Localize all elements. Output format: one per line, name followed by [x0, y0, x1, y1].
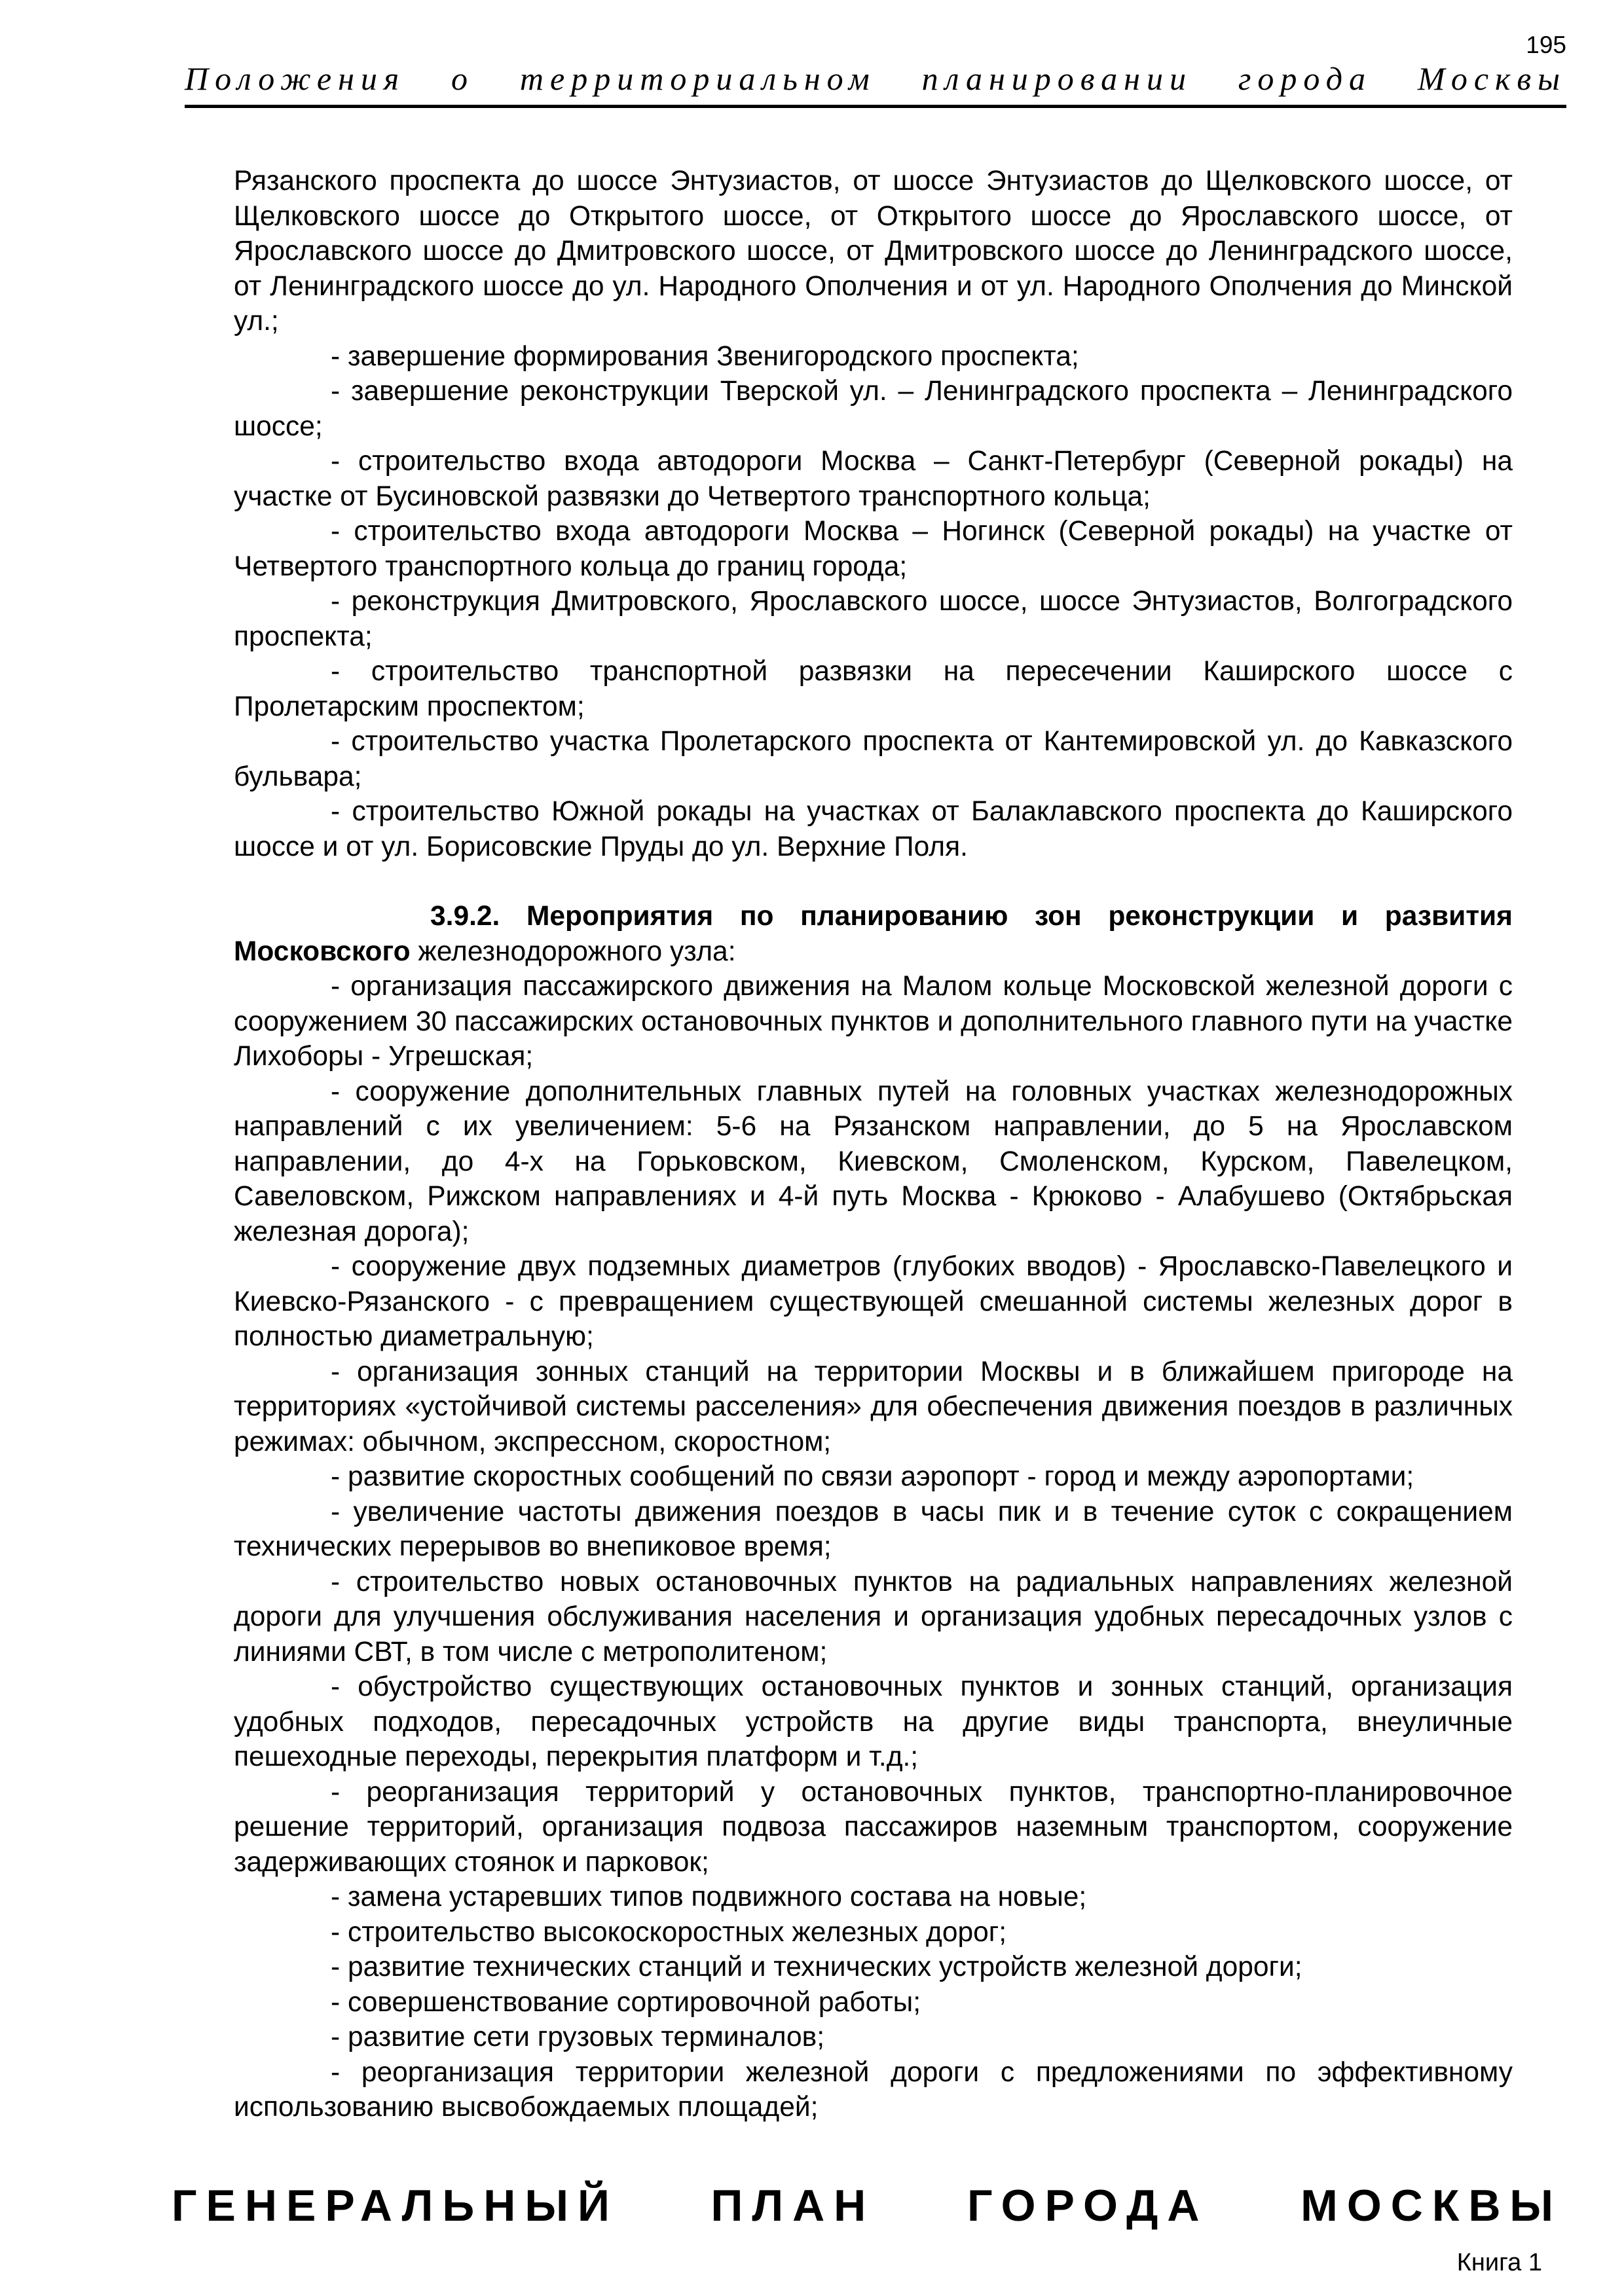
list-railway-measures: [234, 969, 1513, 2125]
list-item: - реорганизация территорий у остановочных пунктов, транспортно-планировочное решение территорий, организация подвоза пассажиров наземным транспортом, сооружение задерживающих стоянок и парковок;: [234, 1776, 1513, 1878]
list-item: - строительство новых остановочных пунктов на радиальных направлениях железной дороги для улучшения обслуживания населения и организация удобных пересадочных узлов с линиями СВТ, в том числе с метрополитеном;: [234, 1566, 1513, 1667]
list-item: - увеличение частоты движения поездов в часы пик и в течение суток с сокращением технических перерывов во внепиковое время;: [234, 1496, 1513, 1562]
list-item: - организация пассажирского движения на Малом кольце Московской железной дороги с сооружением 30 пассажирских остановочных пунктов и дополнительного главного пути на участке Лихоборы - Угрешская;: [234, 971, 1513, 1072]
section-heading-rest: железнодорожного узла:: [410, 936, 736, 967]
list-item: - реорганизация территории железной дороги с предложениями по эффективному использованию высвобождаемых площадей;: [234, 2056, 1513, 2123]
list-item: - строительство высокоскоростных железных дорог;: [331, 1916, 1007, 1948]
list-item: - замена устаревших типов подвижного состава на новые;: [331, 1882, 1087, 1912]
section-heading: [234, 899, 1513, 969]
list-item: - развитие технических станций и технических устройств железной дороги;: [331, 1952, 1302, 1982]
list-item: - строительство Южной рокады на участках от Балаклавского проспекта до Каширского шоссе и от ул. Борисовские Пруды до ул. Верхние Поля.: [234, 796, 1513, 862]
list-item: - строительство входа автодороги Москва – Ногинск (Северной рокады) на участке от Четвертого транспортного кольца до границ города;: [234, 516, 1513, 582]
running-header: Положения о территориальном планировании города Москвы: [185, 60, 1566, 97]
list-item: - строительство входа автодороги Москва – Санкт-Петербург (Северной рокады) на участке от Бусиновской развязки до Четвертого транспортного кольца;: [234, 446, 1513, 512]
section-heading-bold: 3.9.2. Мероприятия по планированию зон реконструкции и развития Московского: [234, 901, 1513, 967]
list-item: - строительство транспортной развязки на пересечении Каширского шоссе с Пролетарским проспектом;: [234, 656, 1513, 722]
list-item: - обустройство существующих остановочных пунктов и зонных станций, организация удобных подходов, пересадочных устройств на другие виды транспорта, внеуличные пешеходные переходы, перекрытия платформ и т.д.;: [234, 1671, 1513, 1772]
list-item: - завершение реконструкции Тверской ул. – Ленинградского проспекта – Ленинградского шоссе;: [234, 376, 1513, 442]
document-body: [234, 164, 1513, 2125]
list-item: - завершение формирования Звенигородского проспекта;: [331, 340, 1079, 372]
intro-paragraph: Рязанского проспекта до шоссе Энтузиастов, от шоссе Энтузиастов до Щелковского шоссе, от Щелковского шоссе до Открытого шоссе, от Открытого шоссе до Ярославского шоссе, от Ярославского шоссе до Дмитровского шоссе, от Дмитровского шоссе до Ленинградского шоссе, от Ленинградского шоссе до ул. Народного Ополчения и от ул. Народного Ополчения до Минской ул.;: [234, 166, 1513, 337]
list-item: - сооружение дополнительных главных путей на головных участках железнодорожных направлений с их увеличением: 5-6 на Рязанском направлении, до 5 на Ярославском направлении, до 4-х на Горьковском, Киевском, Смоленском, Курском, Павелецком, Савеловском, Рижском направлениях и 4-й путь Москва - Крюково - Алабушево (Октябрьская железная дорога);: [234, 1076, 1513, 1247]
page-number: 195: [1526, 31, 1566, 58]
list-item: - реконструкция Дмитровского, Ярославского шоссе, шоссе Энтузиастов, Волгоградского проспекта;: [234, 586, 1513, 652]
list-item: - развитие скоростных сообщений по связи аэропорт - город и между аэропортами;: [331, 1461, 1414, 1492]
list-item: - организация зонных станций на территории Москвы и в ближайшем пригороде на территориях «устойчивой системы расселения» для обеспечения движения поездов в различных режимах: обычном, экспрессном, скоростном;: [234, 1356, 1513, 1457]
header-rule: [185, 105, 1566, 108]
list-item: - развитие сети грузовых терминалов;: [331, 2022, 825, 2052]
list-road-measures: [234, 339, 1513, 865]
footer-title: ГЕНЕРАЛЬНЫЙ ПЛАН ГОРОДА МОСКВЫ: [172, 2181, 1562, 2231]
list-item: - строительство участка Пролетарского проспекта от Кантемировской ул. до Кавказского бульвара;: [234, 726, 1513, 792]
list-item: - совершенствование сортировочной работы;: [331, 1986, 921, 2018]
footer-book-number: Книга 1: [1456, 2249, 1542, 2276]
list-item: - сооружение двух подземных диаметров (глубоких вводов) - Ярославско-Павелецкого и Киевско-Рязанского - с превращением существующей смешанной системы железных дорог в полностью диаметральную;: [234, 1251, 1513, 1352]
